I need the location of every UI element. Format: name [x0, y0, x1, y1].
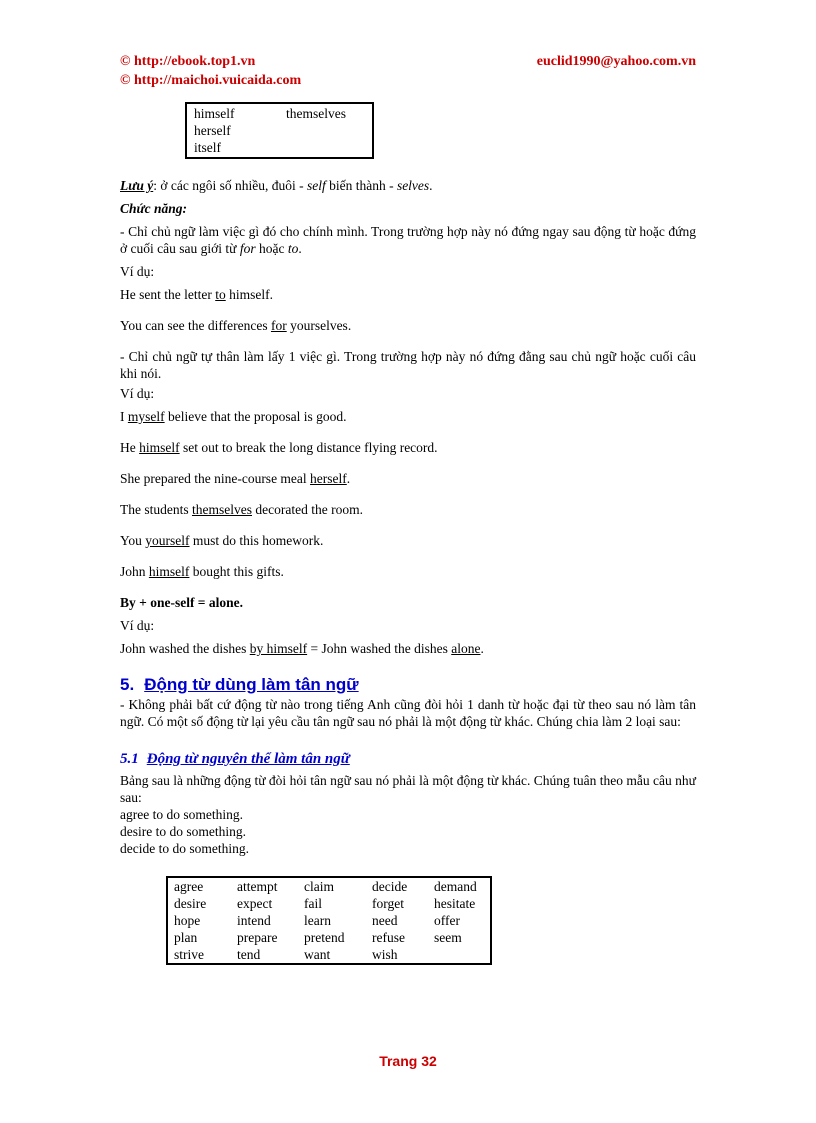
table-cell: pretend [304, 930, 345, 945]
table-cell: attempt [237, 879, 278, 894]
table-row [167, 929, 491, 946]
underlined-word: herself [310, 471, 347, 486]
example-label: Ví dụ: [120, 618, 155, 633]
table-cell: seem [434, 930, 462, 945]
note-label: Lưu ý [120, 178, 154, 193]
note-text: . [429, 178, 433, 193]
paragraph-text: . [298, 241, 302, 256]
example-sentence: You yourself must do this homework. [120, 533, 324, 548]
underlined-word: yourself [145, 533, 190, 548]
section-number: 5. [120, 675, 135, 694]
note-selves: selves [396, 178, 430, 193]
example-sentence: She prepared the nine-course meal herself. [120, 471, 351, 486]
table-cell: tend [237, 947, 261, 962]
table-cell: hope [174, 913, 201, 928]
header-link-ebook[interactable]: © http://ebook.top1.vn [120, 54, 256, 69]
underlined-word: myself [127, 409, 165, 424]
table-cell: agree [174, 879, 204, 894]
pattern-line: decide to do something. [120, 841, 249, 856]
example-sentence: He himself set out to break the long distance flying record. [120, 440, 438, 455]
page-number: Trang 32 [379, 1053, 437, 1069]
pronoun-cell: herself [194, 123, 231, 138]
note-text: : ở các ngôi số nhiều, đuôi - [153, 178, 307, 193]
table-cell: forget [372, 896, 404, 911]
section-number: 5.1 [120, 751, 139, 767]
italic-word: for [239, 241, 256, 256]
note-paragraph [120, 177, 696, 194]
table-cell: intend [237, 913, 271, 928]
example-sentence: I myself believe that the proposal is good. [120, 409, 347, 424]
table-cell: want [304, 947, 331, 962]
table-cell: demand [434, 879, 477, 894]
table-row [167, 877, 491, 895]
table-cell: desire [174, 896, 207, 911]
table-cell: refuse [372, 930, 405, 945]
pronoun-cell: itself [194, 140, 221, 155]
infinitive-verb-table [166, 876, 492, 965]
header-link-maichoi[interactable]: © http://maichoi.vuicaida.com [120, 73, 302, 88]
section-5-1-heading [120, 749, 696, 769]
section-title[interactable]: Động từ nguyên thể làm tân ngữ [146, 751, 350, 767]
rule-text: By + one-self = alone. [120, 595, 244, 610]
example-sentence: John himself bought this gifts. [120, 564, 284, 579]
table-cell: wish [372, 947, 398, 962]
underlined-word: themselves [192, 502, 252, 517]
table-cell [428, 946, 491, 964]
example-label: Ví dụ: [120, 386, 155, 401]
example-sentence: He sent the letter to himself. [120, 287, 273, 302]
function-paragraph-1 [120, 223, 696, 257]
section-5-heading [120, 674, 696, 696]
table-cell: claim [304, 879, 334, 894]
table-cell: expect [237, 896, 273, 911]
example-sentence: John washed the dishes by himself = John washed the dishes alone. [120, 641, 484, 656]
italic-word: to [287, 241, 299, 256]
pronoun-table-row [194, 139, 372, 156]
table-row [167, 912, 491, 929]
paragraph-text: - Chỉ chủ ngữ làm việc gì đó cho chính mình. Trong trường hợp này nó đứng ngay sau động từ hoặc đứng ở cuối câu sau giới từ [120, 224, 696, 256]
example-sentence: The students themselves decorated the room. [120, 502, 363, 517]
pronoun-cell: themselves [286, 106, 346, 121]
underlined-word: himself [139, 440, 180, 455]
table-cell: need [372, 913, 398, 928]
table-row [167, 946, 491, 964]
underlined-word: himself [148, 564, 190, 579]
pronoun-cell: himself [194, 106, 235, 121]
section-title[interactable]: Động từ dùng làm tân ngữ [144, 675, 359, 694]
pattern-line: desire to do something. [120, 824, 246, 839]
table-cell: fail [304, 896, 322, 911]
underlined-word: to [215, 287, 226, 302]
underlined-word: for [270, 318, 287, 333]
header-email[interactable]: euclid1990@yahoo.com.vn [536, 54, 696, 69]
table-cell: learn [304, 913, 331, 928]
example-label: Ví dụ: [120, 264, 155, 279]
example-sentence: You can see the differences for yourselves. [120, 318, 352, 333]
table-cell: plan [174, 930, 198, 945]
table-cell: offer [434, 913, 460, 928]
page-content [120, 102, 696, 965]
paragraph-text: hoặc [255, 241, 288, 256]
section-5-1-paragraph: Bảng sau là những động từ đòi hỏi tân ngữ sau nó phải là một động từ khác. Chúng tuân theo mẫu câu như sau: [120, 773, 696, 805]
pronoun-table [185, 102, 374, 159]
pronoun-table-row [194, 122, 372, 139]
function-paragraph-2: - Chỉ chủ ngữ tự thân làm lấy 1 việc gì. Trong trường hợp này nó đứng đằng sau chủ ngữ hoặc cuối câu khi nói. [120, 349, 696, 381]
note-self: self [306, 178, 326, 193]
table-cell: hesitate [434, 896, 476, 911]
page-header [120, 52, 696, 90]
table-cell: strive [174, 947, 204, 962]
note-text: biến thành - [325, 178, 397, 193]
section-5-paragraph: - Không phải bất cứ động từ nào trong tiếng Anh cũng đòi hỏi 1 danh từ hoặc đại từ theo sau nó làm tân ngữ. Có một số động từ lại yêu cầu tân ngữ sau nó phải là một động từ khác. Chúng chia làm 2 loại sau: [120, 697, 696, 729]
underlined-word: by himself [249, 641, 308, 656]
by-oneself-rule [120, 594, 696, 611]
function-heading [120, 200, 696, 217]
table-cell: prepare [237, 930, 278, 945]
table-row [167, 895, 491, 912]
pronoun-table-row [194, 105, 372, 122]
function-heading-text: Chức năng: [120, 201, 187, 216]
table-cell: decide [372, 879, 408, 894]
underlined-word: alone [451, 641, 481, 656]
pattern-line: agree to do something. [120, 807, 243, 822]
